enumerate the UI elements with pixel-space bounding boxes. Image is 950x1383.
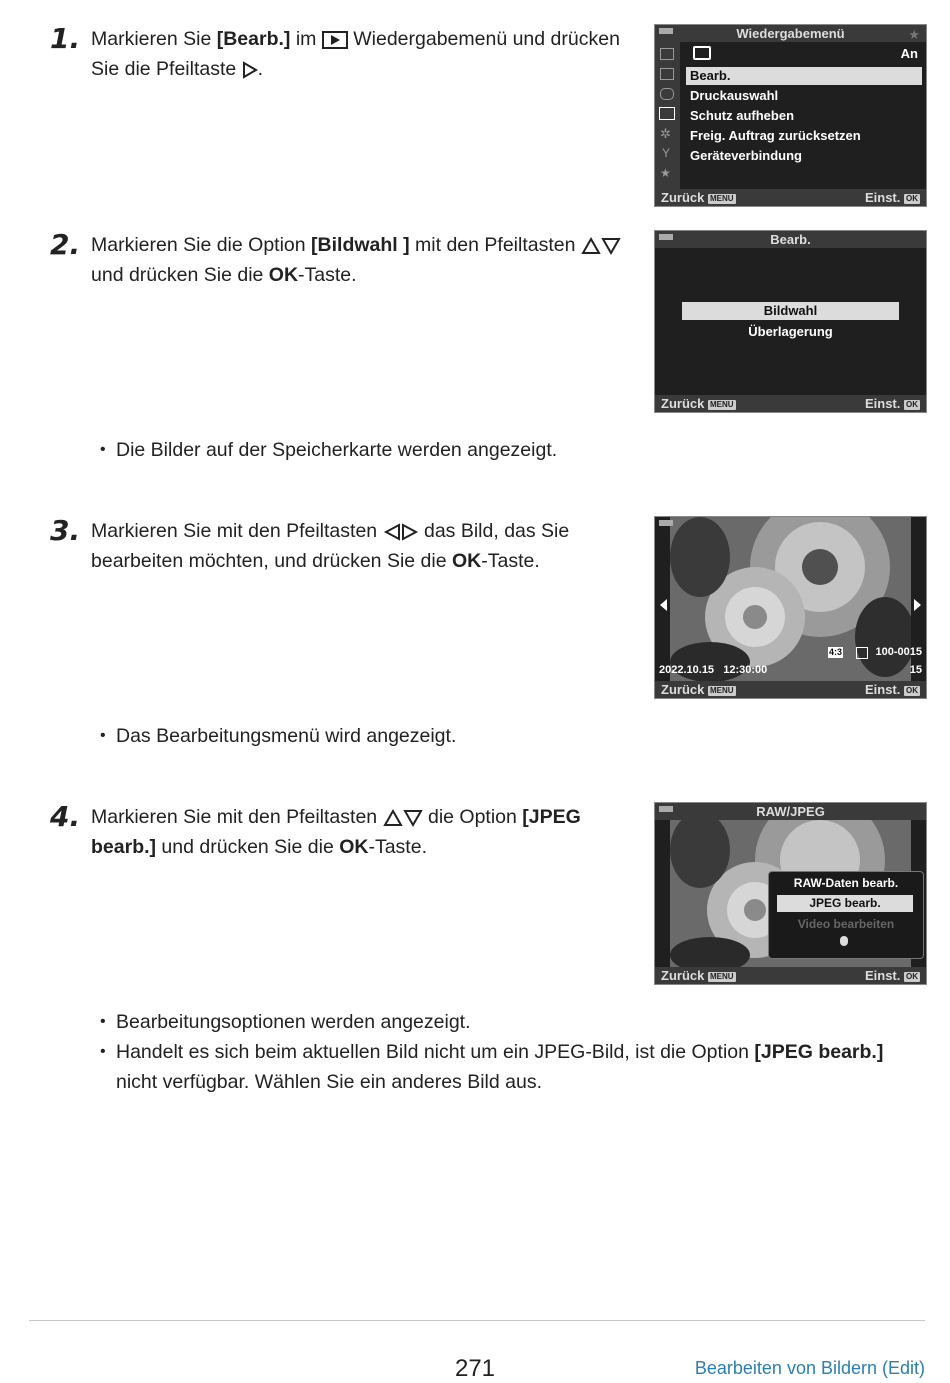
arrow-up-icon [383, 809, 403, 827]
star-icon: ★ [908, 27, 920, 42]
arrow-down-icon [601, 237, 621, 255]
text-part: -Taste. [368, 836, 427, 858]
video-tab-icon [660, 88, 674, 100]
page-number: 271 [454, 1355, 496, 1382]
text-part: -Taste. [481, 550, 540, 572]
camera-screen-playback-menu [654, 24, 927, 207]
menu-item[interactable]: Schutz aufheben [690, 108, 795, 123]
screen-footer [655, 967, 926, 984]
battery-icon [659, 520, 673, 526]
camera-screen-image-select [654, 516, 927, 699]
text-part: die Option [422, 806, 523, 828]
file-number: 100-0015 [875, 646, 922, 658]
step-text [91, 24, 636, 84]
date-time: 2022.10.15 12:30:00 [659, 664, 768, 676]
text-bold: [Bearb.] [216, 28, 291, 50]
text-part: Markieren Sie mit den Pfeiltasten [91, 806, 383, 828]
camera-tab-icon [660, 68, 674, 80]
text-bold: [JPEG bearb.] [91, 806, 581, 858]
bullet-item: • Das Bearbeitungsmenü wird angezeigt. [100, 721, 900, 751]
menu-item-disabled: Video bearbeiten [797, 917, 895, 931]
text-part: und drücken Sie die [156, 836, 340, 858]
frame-number: 15 [909, 664, 922, 676]
step-number: 3. [50, 514, 81, 547]
section-link[interactable]: Bearbeiten von Bildern (Edit) [694, 1358, 925, 1378]
step-number: 4. [50, 800, 81, 833]
set-label: Einst. [864, 396, 901, 411]
text-part: das Bild, das Sie bearbeiten möchten, und drücken Sie die [91, 520, 570, 572]
menu-item[interactable]: Druckauswahl [690, 88, 779, 103]
text-part: im [290, 28, 322, 50]
ok-button-icon: OK [906, 971, 918, 981]
bullet-list [100, 721, 900, 751]
step-text [91, 516, 636, 576]
text-part: -Taste. [298, 264, 357, 286]
text-bold: [Bildwahl ] [311, 234, 410, 256]
back-label: Zurück [661, 396, 705, 411]
step-text [91, 230, 636, 290]
menu-item-selected[interactable]: Bearb. [686, 67, 922, 85]
bullet-item: • Die Bilder auf der Speicherkarte werden angezeigt. [100, 435, 900, 465]
text-part: Markieren Sie [91, 28, 217, 50]
text-part: . [257, 58, 264, 80]
menu-button-icon: MENU [709, 399, 734, 409]
text-bold: [JPEG bearb.] [754, 1041, 884, 1063]
bullet-list [100, 435, 900, 465]
text-part: nicht verfügbar. Wählen Sie ein anderes Bild aus. [116, 1071, 543, 1093]
bullet-item [100, 1037, 900, 1097]
aspect-ratio-badge: 4:3 [829, 647, 843, 657]
step-text [91, 802, 611, 862]
menu-item[interactable]: Überlagerung [748, 324, 833, 339]
wrench-icon: Y [662, 146, 671, 160]
text-bold: OK [452, 550, 482, 572]
screen-footer [655, 395, 926, 412]
screen-footer [655, 681, 926, 698]
set-label: Einst. [864, 682, 901, 697]
camera-screen-edit-menu [654, 230, 927, 413]
menu-item-selected[interactable]: Bildwahl [682, 302, 899, 320]
ok-button-icon: OK [906, 193, 918, 203]
step-number: 2. [50, 228, 81, 261]
screen-footer [655, 189, 926, 206]
menu-tabs [655, 42, 680, 189]
set-label: Einst. [864, 190, 901, 205]
text-part: Wiedergabemenü und drücken Sie die Pfeiltaste [91, 28, 620, 80]
arrow-right-icon [914, 599, 921, 611]
sd-card-icon [856, 647, 868, 659]
setting-value: An [900, 46, 918, 61]
star-tab-icon: ★ [660, 166, 671, 180]
menu-button-icon: MENU [709, 685, 734, 695]
menu-item[interactable]: Freig. Auftrag zurücksetzen [690, 128, 861, 143]
ok-button-icon: OK [906, 685, 918, 695]
back-label: Zurück [661, 682, 705, 697]
bullet-list [100, 1007, 900, 1097]
back-label: Zurück [661, 190, 705, 205]
camera-screen-raw-jpeg [654, 802, 927, 985]
screen-title: RAW/JPEG [655, 803, 926, 820]
arrow-down-icon [403, 809, 423, 827]
step-number: 1. [50, 22, 81, 55]
arrow-right-icon [401, 523, 419, 541]
arrow-right-icon [242, 61, 258, 79]
text-part: Handelt es sich beim aktuellen Bild nicht um ein JPEG-Bild, ist die Option [116, 1041, 755, 1063]
rotate-icon [693, 46, 711, 60]
screen-title: Bearb. [655, 231, 926, 248]
screen-title: Wiedergabemenü [655, 25, 926, 42]
text-part: Markieren Sie mit den Pfeiltasten [91, 520, 383, 542]
battery-icon [659, 806, 673, 812]
arrow-up-icon [581, 237, 601, 255]
menu-item-selected[interactable]: JPEG bearb. [777, 895, 913, 912]
battery-icon [659, 234, 673, 240]
text-part: und drücken Sie die [91, 264, 269, 286]
text-part: Markieren Sie die Option [91, 234, 312, 256]
bullet-item: • Bearbeitungsoptionen werden angezeigt. [100, 1007, 900, 1037]
menu-button-icon: MENU [709, 971, 734, 981]
microphone-icon[interactable] [840, 936, 848, 946]
playback-tab-icon [659, 107, 675, 120]
text-bold: OK [339, 836, 369, 858]
menu-item[interactable]: Geräteverbindung [690, 148, 802, 163]
back-label: Zurück [661, 968, 705, 983]
text-part: mit den Pfeiltasten [409, 234, 581, 256]
camera-tab-icon [660, 48, 674, 60]
text-bold: OK [268, 264, 299, 286]
footer-divider [29, 1320, 925, 1321]
menu-button-icon: MENU [709, 193, 734, 203]
ok-button-icon: OK [906, 399, 918, 409]
set-label: Einst. [864, 968, 901, 983]
gear-icon: ✲ [660, 126, 671, 141]
menu-item[interactable]: RAW-Daten bearb. [793, 876, 899, 890]
playback-icon [322, 30, 348, 50]
battery-icon [659, 28, 673, 34]
arrow-left-icon [660, 599, 667, 611]
edit-options-popup [768, 871, 924, 959]
arrow-left-icon [383, 523, 401, 541]
